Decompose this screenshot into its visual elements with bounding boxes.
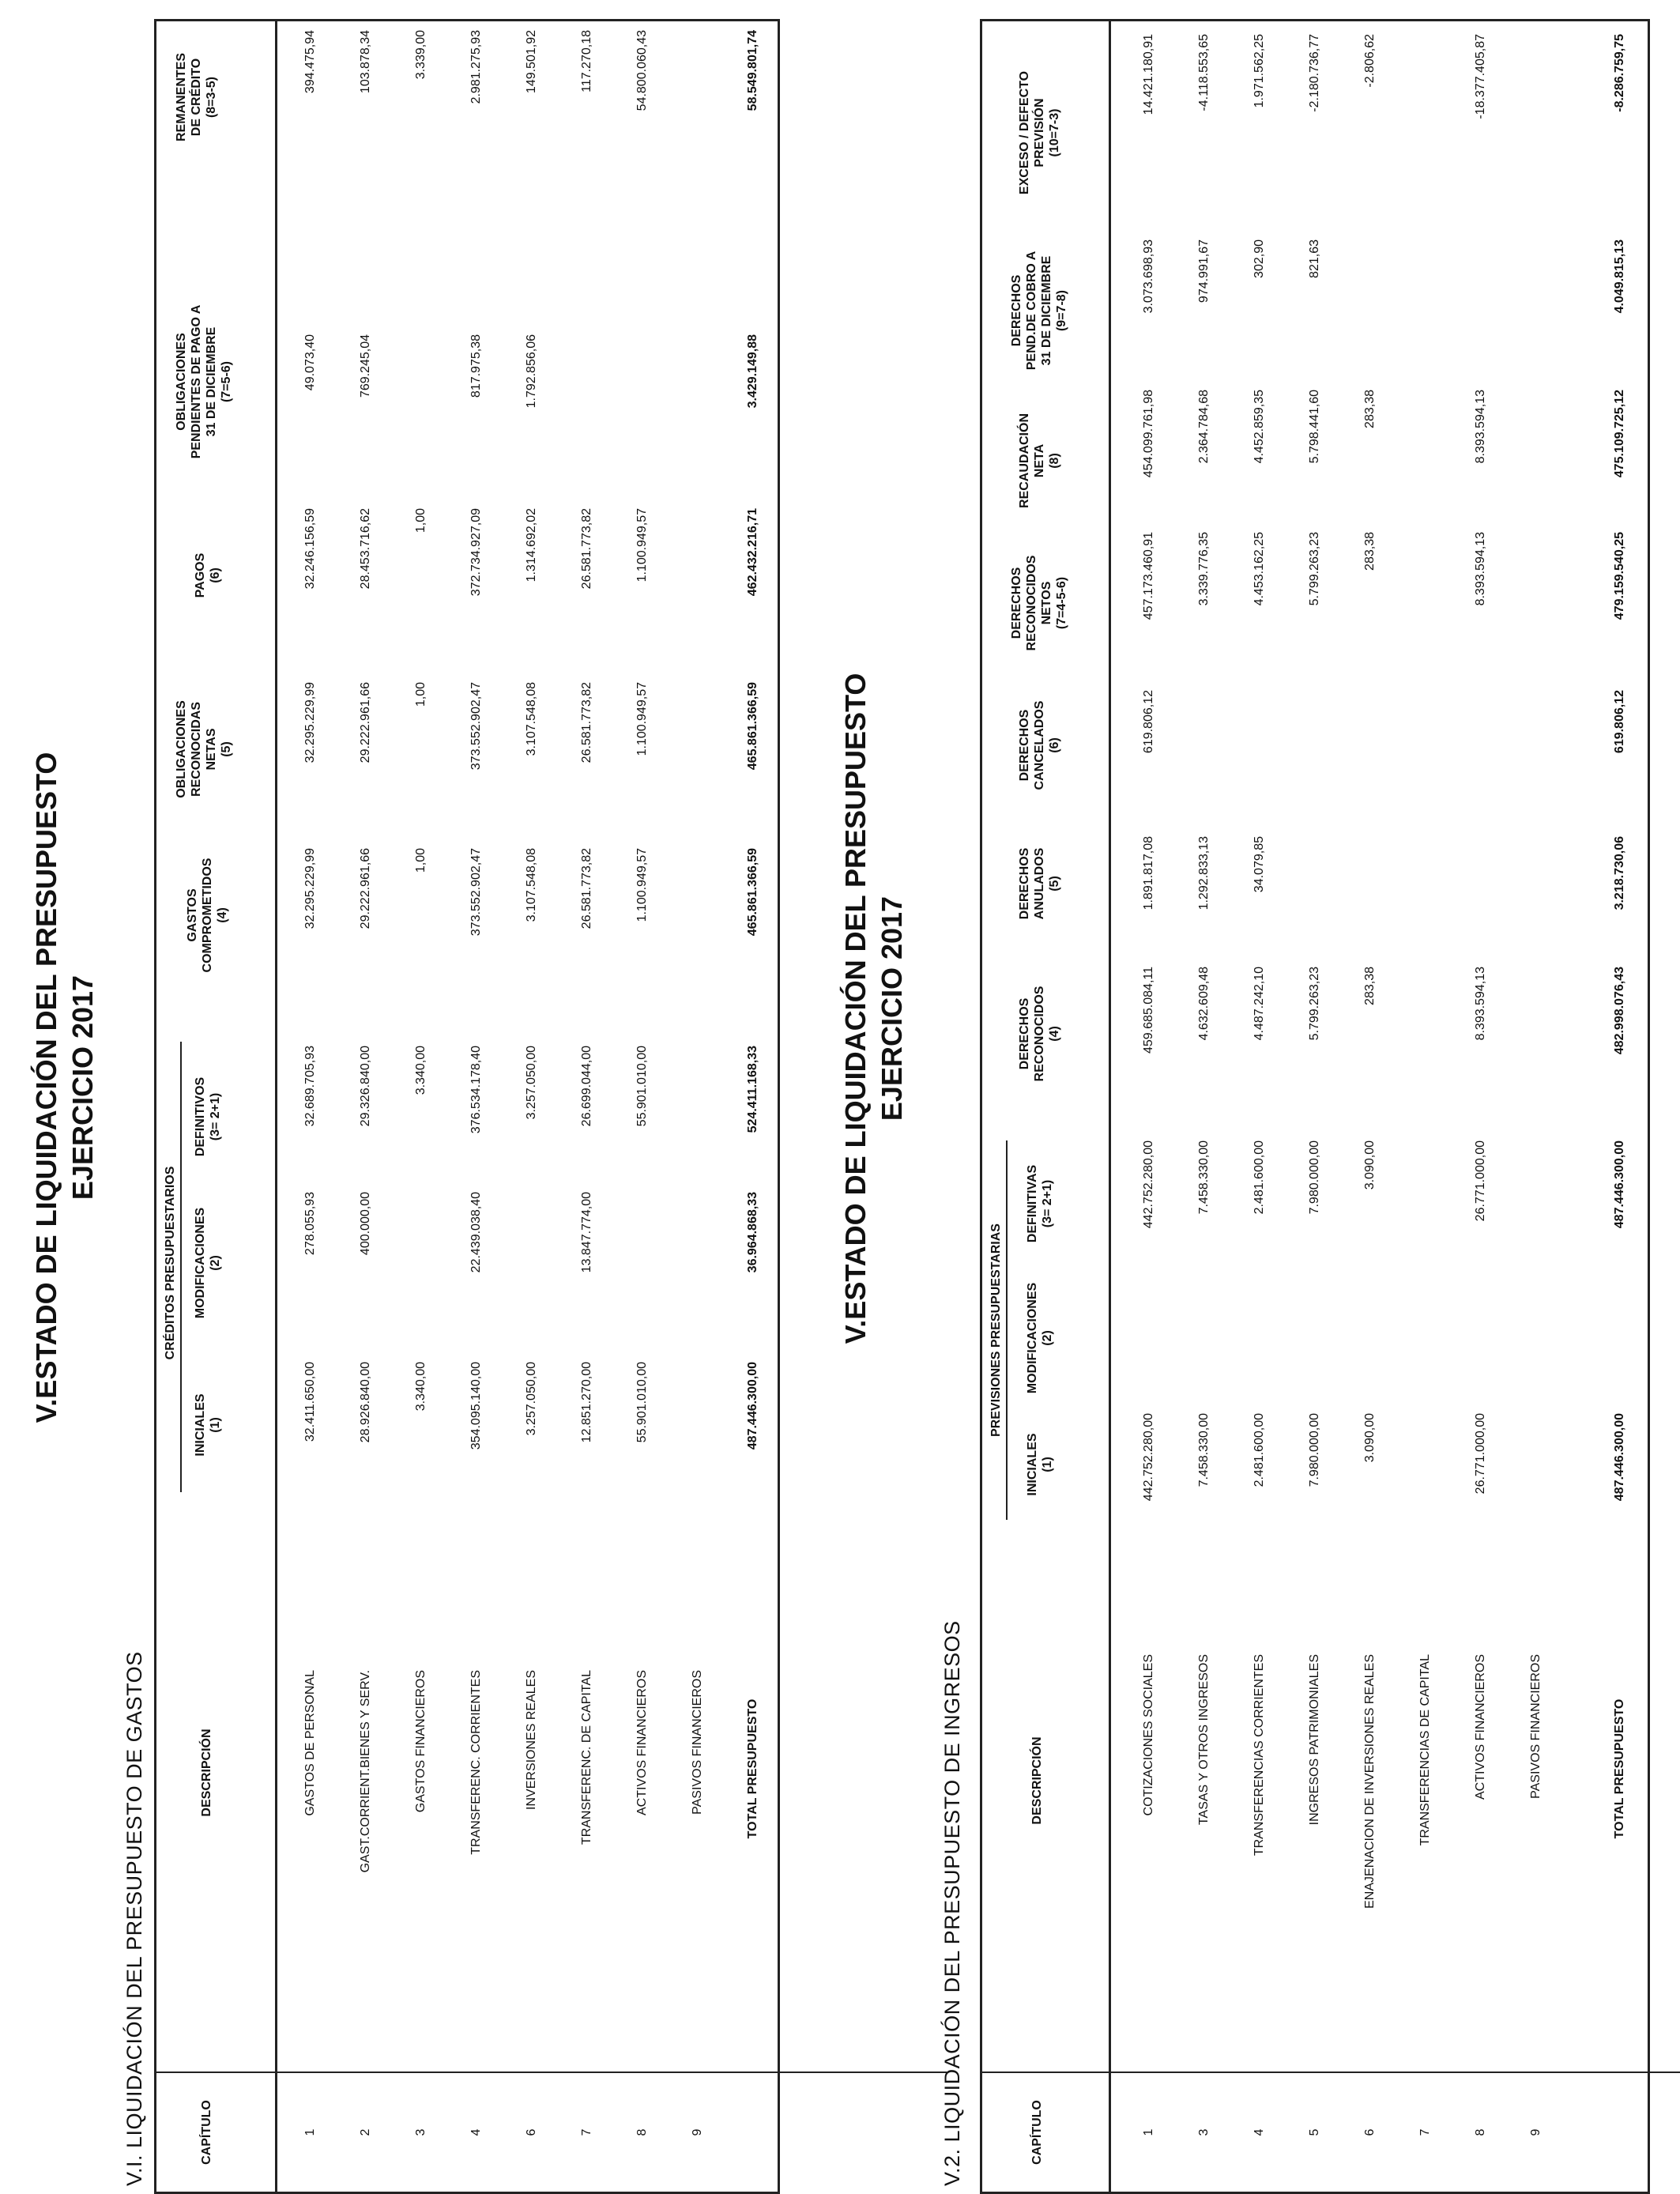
cell-exc: -18.377.405,87 [1474,34,1487,119]
hdr-pendientes-num: (7=5-6) [220,360,233,403]
ingresos-table [980,19,1650,2194]
cell-net: 283,38 [1363,532,1377,571]
total-rem: 58.549.801,74 [746,30,759,111]
gastos-group-label: CRÉDITOS PRESUPUESTARIOS [164,1166,177,1360]
cell-can: 619.806,12 [1142,690,1155,754]
cell-def: 26.699.044,00 [580,1046,593,1127]
total-ini: 487.446.300,00 [1613,1413,1626,1502]
cell-obl: 3.107.548,08 [525,682,538,756]
hdr-anulados-num: (5) [1048,876,1061,892]
cell-comp: 29.222.961,66 [359,848,372,929]
cell-cap: 2 [359,2128,372,2136]
cell-desc: COTIZACIONES SOCIALES [1142,1654,1155,1816]
cell-cap: 9 [691,2128,704,2136]
cell-def: 32.689.705,93 [303,1046,317,1127]
hdr-comprometidos-num: (4) [216,907,229,923]
table-row [1308,21,1330,2192]
cell-exc: -4.118.553,65 [1197,34,1211,111]
cell-rem: 54.800.060,43 [635,30,649,111]
hdr-pendcobro-l3: 31 DE DICIEMBRE [1040,255,1053,366]
gastos-title-line2: EJERCICIO 2017 [66,974,99,1201]
hdr-modificaciones-label: MODIFICACIONES [1026,1282,1039,1394]
cell-rec: 5.799.263,23 [1308,967,1321,1041]
cell-rcd: 454.099.761,98 [1142,390,1155,478]
hdr-iniciales [1025,1409,1055,1520]
hdr-iniciales [193,1366,223,1484]
cell-cap: 3 [414,2128,428,2136]
cell-rec: 4.487.242,10 [1252,967,1266,1041]
cell-obl: 373.552.902,47 [469,682,483,771]
cell-ini: 32.411.650,00 [303,1362,317,1442]
cell-comp: 1.100.949,57 [635,848,649,922]
hdr-recaudacion-num: (8) [1048,453,1061,469]
cell-obl: 26.581.773,82 [580,682,593,763]
ingresos-header [982,21,1111,2192]
hdr-iniciales-num: (1) [1041,1457,1054,1472]
hdr-pendcobro-l2: PEND.DE COBRO A [1025,251,1038,371]
total-obl: 465.861.366,59 [746,682,759,771]
hdr-remanentes-num: (8=3-5) [205,76,218,119]
hdr-pendcobro-num: (9=7-8) [1055,289,1068,332]
cell-mod: 400.000,00 [359,1192,372,1256]
hdr-pendcobro-l1: DERECHOS [1010,274,1023,347]
cell-desc: INVERSIONES REALES [525,1670,538,1810]
table-row [1142,21,1164,2192]
hdr-obligaciones-l1: OBLIGACIONES [175,700,188,798]
hdr-cancelados-l1: DERECHOS [1018,709,1031,782]
hdr-modificaciones [1025,1267,1055,1409]
hdr-pendcobro [1009,236,1069,386]
hdr-exceso [1017,42,1062,224]
cell-pag: 1,00 [414,508,428,533]
cell-pag: 32.246.156,59 [303,508,317,590]
hdr-netos-num: (7=4-5-6) [1055,576,1068,630]
cell-net: 3.339.776,35 [1197,532,1211,606]
cell-desc: TRANSFERENCIAS DE CAPITAL [1418,1654,1432,1846]
cell-pag: 1.100.949,57 [635,508,649,582]
cell-cap: 8 [1474,2128,1487,2136]
hdr-definitivas-label: DEFINITIVAS [1026,1164,1039,1243]
hdr-modificaciones [193,1192,223,1334]
cell-desc: INGRESOS PATRIMONIALES [1308,1654,1321,1826]
cell-cap: 6 [525,2128,538,2136]
hdr-reconocidos-l1: DERECHOS [1018,997,1031,1070]
hdr-reconocidos [1017,967,1062,1101]
cell-rem: 149.501,92 [525,30,538,94]
cell-pag: 1.314.692,02 [525,508,538,582]
cell-desc: PASIVOS FINANCIEROS [1529,1654,1543,1799]
cell-desc: ENAJENACION DE INVERSIONES REALES [1363,1654,1377,1909]
cell-def: 7.980.000,00 [1308,1140,1321,1215]
ingresos-title-line2: EJERCICIO 2017 [876,895,908,1122]
hdr-netos-l3: NETOS [1040,581,1053,625]
cell-def: 3.257.050,00 [525,1046,538,1120]
table-row [691,21,713,2192]
hdr-definitivas [1025,1144,1055,1263]
cell-ini: 354.095.140,00 [469,1362,483,1450]
total-def: 524.411.168,33 [746,1046,759,1133]
cell-cap: 4 [1252,2128,1266,2136]
cell-net: 457.173.460,91 [1142,532,1155,620]
hdr-recaudacion-l1: RECAUDACIÓN [1018,413,1031,508]
cell-desc: ACTIVOS FINANCIEROS [635,1670,649,1816]
gastos-table [154,19,780,2194]
cell-cap: 7 [1418,2128,1432,2136]
cell-comp: 26.581.773,82 [580,848,593,929]
cell-desc: TRANSFERENCIAS CORRIENTES [1252,1654,1266,1857]
cell-def: 29.326.840,00 [359,1046,372,1127]
cell-ini: 2.481.600,00 [1252,1413,1266,1487]
cell-obl: 29.222.961,66 [359,682,372,763]
cell-comp: 3.107.548,08 [525,848,538,922]
cell-def: 2.481.600,00 [1252,1140,1266,1215]
cell-cap: 5 [1308,2128,1321,2136]
cell-rem: 394.475,94 [303,30,317,94]
cell-def: 55.901.010,00 [635,1046,649,1127]
hdr-pagos-num: (6) [209,567,222,583]
total-def: 487.446.300,00 [1613,1140,1626,1229]
cell-ini: 7.458.330,00 [1197,1413,1211,1487]
total-rcd: 475.109.725,12 [1613,390,1626,478]
hdr-obligaciones-l2: RECONOCIDAS [190,702,203,797]
cell-rcd: 5.798.441,60 [1308,390,1321,464]
cell-pend: 49.073,40 [303,334,317,391]
hdr-remanentes-l2: DE CRÉDITO [190,58,203,137]
total-rec: 482.998.076,43 [1613,967,1626,1055]
cell-ini: 55.901.010,00 [635,1362,649,1443]
cell-desc: GAST.CORRIENT.BIENES Y SERV. [359,1670,372,1873]
cell-rem: 103.878,34 [359,30,372,94]
total-comp: 465.861.366,59 [746,848,759,937]
hdr-netos-l1: DERECHOS [1010,567,1023,639]
cell-net: 5.799.263,23 [1308,532,1321,606]
cell-cap: 1 [1142,2128,1155,2136]
cell-comp: 373.552.902,47 [469,848,483,937]
total-pen: 4.049.815,13 [1613,239,1626,314]
cell-def: 26.771.000,00 [1474,1140,1487,1222]
cell-exc: -2.806,62 [1363,34,1377,88]
hdr-recaudacion-l2: NETA [1033,443,1046,478]
ingresos-group-label: PREVISIONES PRESUPUESTARIAS [989,1223,1003,1437]
cell-pend: 817.975,38 [469,334,483,398]
hdr-iniciales-label: INICIALES [1026,1433,1039,1496]
gastos-subtitle: V.I. LIQUIDACIÓN DEL PRESUPUESTO DE GASTOS [122,1651,146,2186]
cell-def: 376.534.178,40 [469,1046,483,1134]
hdr-definitivos-num: (3= 2+1) [209,1092,222,1141]
hdr-cancelados [1017,682,1062,809]
hdr-remanentes [174,26,219,168]
hdr-descripcion: DESCRIPCIÓN [1030,1736,1044,1825]
hdr-capitulo: CAPÍTULO [200,2100,213,2165]
total-anu: 3.218.730,06 [1613,836,1626,910]
gastos-title [28,613,101,1562]
table-row [1418,21,1441,2192]
hdr-cancelados-num: (6) [1048,737,1061,753]
cell-exc: -2.180.736,77 [1308,34,1321,112]
cell-rec: 459.685.084,11 [1142,967,1155,1054]
cell-def: 3.340,00 [414,1046,428,1095]
cell-rem: 117.270,18 [580,30,593,92]
hdr-reconocidos-l2: RECONOCIDOS [1033,986,1046,1082]
table-row [1363,21,1385,2192]
hdr-pagos-label: PAGOS [194,552,207,598]
table-row [1252,21,1275,2192]
ingresos-title-line1: V.ESTADO DE LIQUIDACIÓN DEL PRESUPUESTO [839,673,872,1344]
ingresos-group-line [1006,1140,1008,1520]
cell-net: 8.393.594,13 [1474,532,1487,606]
cell-rec: 4.632.609,48 [1197,967,1211,1041]
cell-rcd: 4.452.859,35 [1252,390,1266,464]
hdr-exceso-l1: EXCESO / DEFECTO [1018,70,1031,195]
cell-cap: 3 [1197,2128,1211,2136]
cell-def: 442.752.280,00 [1142,1140,1155,1229]
gastos-header [156,21,277,2192]
table-row [635,21,657,2192]
hdr-exceso-num: (10=7-3) [1048,108,1061,157]
cell-pag: 26.581.773,82 [580,508,593,590]
cell-desc: GASTOS FINANCIEROS [414,1670,428,1813]
ingresos-title [838,534,910,1483]
hdr-pendientes [174,279,234,484]
cell-pen: 3.073.698,93 [1142,239,1155,314]
hdr-obligaciones [174,678,234,820]
cell-anu: 34.079,85 [1252,836,1266,893]
cell-comp: 32.295.229,99 [303,848,317,929]
cell-rem: 3.339,00 [414,30,428,80]
cell-desc: GASTOS DE PERSONAL [303,1670,317,1816]
table-row [1474,21,1496,2192]
cell-pend: 769.245,04 [359,334,372,398]
hdr-capitulo: CAPÍTULO [1030,2100,1044,2165]
hdr-definitivas-num: (3= 2+1) [1041,1179,1054,1228]
hdr-pendientes-l2: PENDIENTES DE PAGO A [190,304,203,459]
cell-pen: 821,63 [1308,239,1321,278]
cell-rec: 283,38 [1363,967,1377,1005]
total-desc: TOTAL PRESUPUESTO [1613,1698,1626,1839]
gastos-group-line [180,1042,182,1492]
cell-cap: 6 [1363,2128,1377,2136]
table-row [414,21,436,2192]
cell-ini: 3.090,00 [1363,1413,1377,1463]
total-row [1613,21,1635,2192]
cell-ini: 26.771.000,00 [1474,1413,1487,1495]
hdr-descripcion: DESCRIPCIÓN [200,1728,213,1817]
hdr-definitivos [193,1057,223,1176]
total-pag: 462.432.216,71 [746,508,759,597]
cell-def: 3.090,00 [1363,1140,1377,1190]
cell-exc: 14.421.180,91 [1142,34,1155,115]
cell-rec: 8.393.594,13 [1474,967,1487,1041]
cell-desc: TASAS Y OTROS INGRESOS [1197,1654,1211,1826]
cell-rem: 2.981.275,93 [469,30,483,104]
hdr-remanentes-l1: REMANENTES [175,53,188,142]
total-can: 619.806,12 [1613,690,1626,754]
cell-ini: 442.752.280,00 [1142,1413,1155,1502]
cell-cap: 8 [635,2128,649,2136]
hdr-modificaciones-num: (2) [1041,1330,1054,1346]
cell-ini: 3.257.050,00 [525,1362,538,1436]
cell-cap: 4 [469,2128,483,2136]
table-row [359,21,381,2192]
total-desc: TOTAL PRESUPUESTO [746,1698,759,1839]
cell-desc: ACTIVOS FINANCIEROS [1474,1654,1487,1800]
hdr-cancelados-l2: CANCELADOS [1033,700,1046,790]
cell-rcd: 2.364.784,68 [1197,390,1211,464]
total-ini: 487.446.300,00 [746,1362,759,1450]
cell-desc: PASIVOS FINANCIEROS [691,1670,704,1815]
gastos-title-line1: V.ESTADO DE LIQUIDACIÓN DEL PRESUPUESTO [30,752,62,1423]
hdr-netos-l2: RECONOCIDOS [1025,555,1038,651]
cell-ini: 3.340,00 [414,1362,428,1412]
cell-anu: 1.891.817,08 [1142,836,1155,910]
cell-pag: 372.734.927,09 [469,508,483,597]
cell-obl: 1,00 [414,682,428,707]
total-mod: 36.964.868,33 [746,1192,759,1273]
cell-pend: 1.792.856,06 [525,334,538,409]
hdr-pendientes-l3: 31 DE DICIEMBRE [205,326,218,437]
hdr-modificaciones-num: (2) [209,1255,222,1271]
hdr-obligaciones-num: (5) [220,741,233,757]
table-row [1529,21,1551,2192]
cell-mod: 13.847.774,00 [580,1192,593,1273]
cell-mod: 22.439.038,40 [469,1192,483,1273]
hdr-netos [1009,536,1069,670]
cell-net: 4.453.162,25 [1252,532,1266,606]
hdr-iniciales-num: (1) [209,1417,222,1433]
total-pend: 3.429.149,88 [746,334,759,409]
total-exc: -8.286.759,75 [1613,34,1626,112]
cell-obl: 32.295.229,99 [303,682,317,763]
hdr-comprometidos-l1: GASTOS [186,888,199,942]
hdr-divider [982,2071,1680,2073]
cell-ini: 12.851.270,00 [580,1362,593,1443]
hdr-modificaciones-label: MODIFICACIONES [194,1207,207,1319]
table-row [525,21,547,2192]
cell-rcd: 8.393.594,13 [1474,390,1487,464]
hdr-exceso-l2: PREVISIÓN [1033,98,1046,168]
cell-anu: 1.292.833,13 [1197,836,1211,910]
hdr-recaudacion [1017,394,1062,528]
cell-pen: 302,90 [1252,239,1266,278]
hdr-anulados-l1: DERECHOS [1018,847,1031,920]
cell-def: 7.458.330,00 [1197,1140,1211,1215]
hdr-anulados [1017,824,1062,943]
hdr-reconocidos-num: (4) [1048,1026,1061,1042]
table-row [303,21,326,2192]
cell-cap: 7 [580,2128,593,2136]
cell-cap: 9 [1529,2128,1543,2136]
cell-exc: 1.971.562,25 [1252,34,1266,108]
cell-ini: 28.926.840,00 [359,1362,372,1443]
table-row [580,21,602,2192]
table-row [1197,21,1219,2192]
hdr-pendientes-l1: OBLIGACIONES [175,333,188,431]
hdr-comprometidos-l2: COMPROMETIDOS [201,858,214,973]
cell-comp: 1,00 [414,848,428,873]
cell-pag: 28.453.716,62 [359,508,372,590]
cell-rcd: 283,38 [1363,390,1377,428]
table-row [469,21,492,2192]
hdr-divider [156,2071,947,2073]
ingresos-subtitle: V.2. LIQUIDACIÓN DEL PRESUPUESTO DE INGRESOS [940,1620,964,2186]
hdr-comprometidos [185,840,230,990]
hdr-iniciales-label: INICIALES [194,1393,207,1457]
cell-desc: TRANSFERENC. DE CAPITAL [580,1670,593,1845]
cell-cap: 1 [303,2128,317,2136]
hdr-pagos [193,524,223,627]
cell-obl: 1.100.949,57 [635,682,649,756]
cell-pen: 974.991,67 [1197,239,1211,303]
hdr-definitivos-label: DEFINITIVOS [194,1076,207,1157]
total-net: 479.159.540,25 [1613,532,1626,620]
hdr-obligaciones-l3: NETAS [205,728,218,771]
hdr-anulados-l2: ANULADOS [1033,847,1046,920]
cell-ini: 7.980.000,00 [1308,1413,1321,1487]
cell-mod: 278.055,93 [303,1192,317,1256]
total-row [746,21,768,2192]
cell-desc: TRANSFERENC. CORRIENTES [469,1670,483,1855]
